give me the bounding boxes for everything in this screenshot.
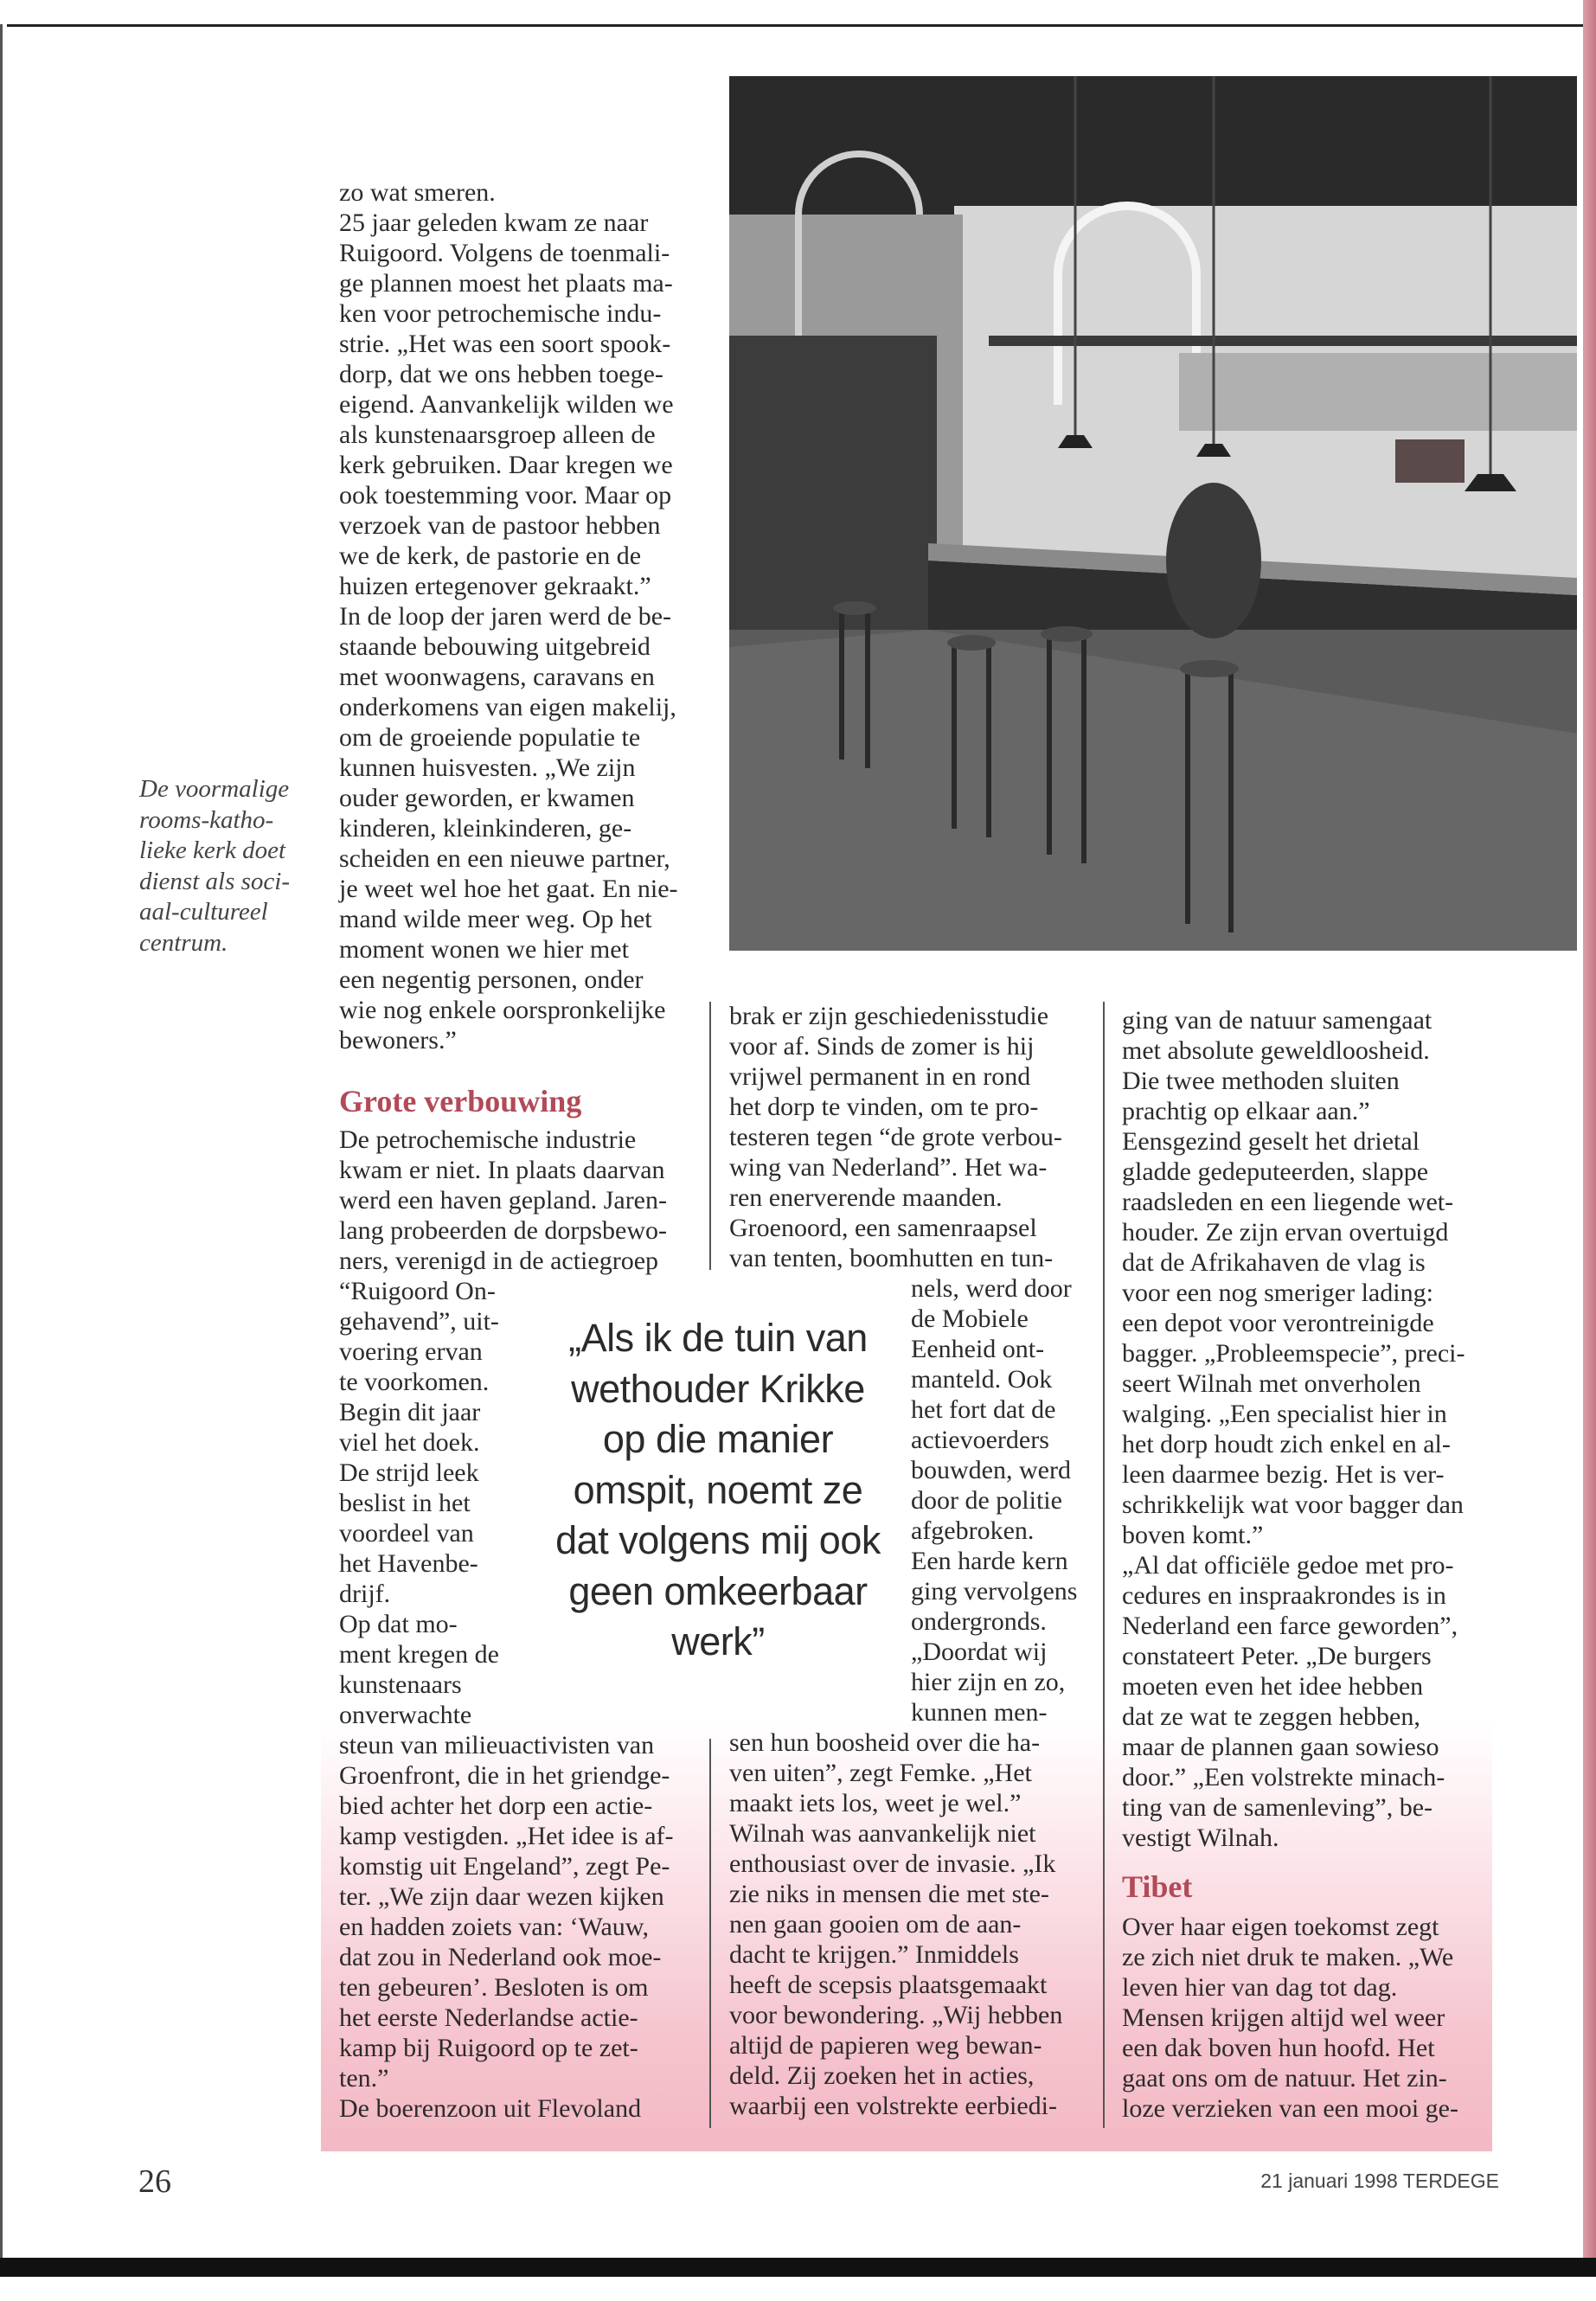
text-line: „Doordat wij — [911, 1638, 1048, 1666]
text-line: ting van de samenleving”, be- — [1122, 1793, 1433, 1822]
text-line: gaat ons om de natuur. Het zin- — [1122, 2064, 1447, 2093]
text-line: walging. „Een specialist hier in — [1122, 1400, 1447, 1428]
text-line: het fort dat de — [911, 1395, 1056, 1424]
text-line: een dak boven hun hoofd. Het — [1122, 2034, 1435, 2062]
text-line: altijd de papieren weg bewan- — [729, 2031, 1042, 2060]
subheading-grote-verbouwing: Grote verbouwing — [339, 1084, 582, 1118]
text-line: eigend. Aanvankelijk wilden we — [339, 390, 674, 419]
text-line: seert Wilnah met onverholen — [1122, 1369, 1421, 1398]
text-line: maakt iets los, weet je wel.” — [729, 1789, 1022, 1817]
column-2-wrap — [911, 1273, 1077, 1727]
text-line: door de politie — [911, 1486, 1062, 1515]
text-line: rooms-katho- — [139, 805, 274, 834]
text-line: het eerste Nederlandse actie- — [339, 2003, 638, 2032]
text-line: een depot voor verontreinigde — [1122, 1309, 1434, 1337]
text-line: Die twee methoden sluiten — [1122, 1067, 1400, 1095]
text-line: kamp bij Ruigoord op te zet- — [339, 2034, 638, 2062]
column-1-top — [339, 177, 678, 1055]
text-line: ter. „We zijn daar wezen kijken — [339, 1882, 664, 1911]
column-3-bottom — [1122, 1912, 1458, 2124]
text-line: werd een haven gepland. Jaren- — [339, 1186, 667, 1215]
text-line: lieke kerk doet — [139, 836, 286, 864]
text-line: kunnen men- — [911, 1698, 1048, 1727]
text-line: bewoners.” — [339, 1026, 457, 1054]
text-line: de Mobiele — [911, 1304, 1029, 1333]
text-line: voordeel van — [339, 1519, 474, 1548]
text-line: cedures en inspraakrondes is in — [1122, 1581, 1446, 1610]
column-3-top — [1122, 1005, 1465, 1853]
text-line: “Ruigoord On- — [339, 1277, 496, 1305]
text-line: bied achter het dorp een actie- — [339, 1791, 653, 1820]
text-line: geen omkeerbaar — [568, 1568, 868, 1613]
text-line: prachtig op elkaar aan.” — [1122, 1097, 1370, 1125]
text-line: staande bebouwing uitgebreid — [339, 632, 651, 661]
text-line: ondergronds. — [911, 1607, 1047, 1636]
text-line: om de groeiende populatie te — [339, 723, 641, 752]
left-scan-edge — [0, 24, 3, 2265]
text-line: onverwachte — [339, 1701, 472, 1729]
church-interior-photo — [729, 76, 1577, 951]
text-line: voor bewondering. „Wij hebben — [729, 2001, 1063, 2029]
text-line: afgebroken. — [911, 1516, 1035, 1545]
text-line: maar de plannen gaan sowieso — [1122, 1733, 1439, 1761]
text-line: Eensgezind geselt het drietal — [1122, 1127, 1420, 1156]
text-line: Wilnah was aanvankelijk niet — [729, 1819, 1036, 1848]
text-line: kunstenaars — [339, 1670, 462, 1699]
text-line: gladde gedeputeerden, slappe — [1122, 1157, 1429, 1186]
text-line: ging van de natuur samengaat — [1122, 1006, 1433, 1035]
text-line: houder. Ze zijn ervan overtuigd — [1122, 1218, 1449, 1247]
text-line: In de loop der jaren werd de be- — [339, 602, 671, 631]
text-line: brak er zijn geschiedenisstudie — [729, 1002, 1049, 1030]
text-line: voor af. Sinds de zomer is hij — [729, 1032, 1035, 1061]
text-line: ook toestemming voor. Maar op — [339, 481, 672, 510]
text-line: Nederland een farce geworden”, — [1122, 1612, 1458, 1640]
photo-caption — [139, 774, 290, 958]
text-line: het dorp houdt zich enkel en al- — [1122, 1430, 1451, 1458]
text-line: wing van Nederland”. Het wa- — [729, 1153, 1048, 1182]
text-line: deld. Zij zoeken het in acties, — [729, 2061, 1035, 2090]
text-line: scheiden en een nieuwe partner, — [339, 844, 670, 873]
text-line: schrikkelijk wat voor bagger dan — [1122, 1490, 1464, 1519]
text-line: ven uiten”, zegt Femke. „Het — [729, 1759, 1032, 1787]
text-line: ners, verenigd in de actiegroep — [339, 1247, 659, 1275]
text-line: Mensen krijgen altijd wel weer — [1122, 2003, 1445, 2032]
text-line: te voorkomen. — [339, 1368, 490, 1396]
text-line: leven hier van dag tot dag. — [1122, 1973, 1398, 2002]
text-line: het dorp te vinden, om te pro- — [729, 1093, 1039, 1121]
text-line: bouwden, werd — [911, 1456, 1071, 1484]
text-line: ten.” — [339, 2064, 389, 2093]
text-line: enthousiast over de invasie. „Ik — [729, 1849, 1056, 1878]
text-line: kerk gebruiken. Daar kregen we — [339, 451, 673, 479]
text-line: kunnen huisvesten. „We zijn — [339, 753, 636, 782]
text-line: De voormalige — [139, 775, 290, 803]
text-line: drijf. — [339, 1580, 391, 1608]
column-2-top — [729, 1001, 1062, 1273]
text-line: lang probeerden de dorpsbewo- — [339, 1216, 668, 1245]
text-line: Begin dit jaar — [339, 1398, 481, 1426]
text-line: door.” „Een volstrekte minach- — [1122, 1763, 1445, 1791]
right-scan-edge — [1583, 0, 1596, 2266]
text-line: De boerenzoon uit Flevoland — [339, 2094, 642, 2123]
text-line: nels, werd door — [911, 1274, 1072, 1303]
text-line: kamp vestigden. „Het idee is af- — [339, 1822, 674, 1850]
text-line: Ruigoord. Volgens de toenmali- — [339, 239, 670, 267]
subheading-tibet: Tibet — [1122, 1869, 1193, 1904]
top-rule — [7, 24, 1583, 27]
bottom-scan-bar — [0, 2258, 1596, 2277]
text-line: strie. „Het was een soort spook- — [339, 330, 671, 358]
text-line: raadsleden en een liegende wet- — [1122, 1188, 1454, 1216]
page-number: 26 — [138, 2163, 171, 2200]
text-line: Een harde kern — [911, 1547, 1068, 1575]
text-line: leen daarmee bezig. Het is ver- — [1122, 1460, 1445, 1489]
text-line: dat de Afrikahaven de vlag is — [1122, 1248, 1426, 1277]
text-line: kinderen, kleinkinderen, ge- — [339, 814, 632, 843]
text-line: De petrochemische industrie — [339, 1125, 637, 1154]
text-line: testeren tegen “de grote verbou- — [729, 1123, 1062, 1151]
text-line: met woonwagens, caravans en — [339, 663, 655, 691]
text-line: je weet wel hoe het gaat. En nie- — [339, 875, 678, 903]
text-line: Over haar eigen toekomst zegt — [1122, 1913, 1439, 1941]
text-line: aal-cultureel — [139, 898, 268, 926]
text-line: omspit, noemt ze — [573, 1467, 863, 1512]
text-line: wie nog enkele oorspronkelijke — [339, 996, 666, 1024]
text-line: het Havenbe- — [339, 1549, 478, 1578]
text-line: dienst als soci- — [139, 867, 290, 895]
text-line: „Als ik de tuin van — [568, 1316, 868, 1360]
text-line: mand wilde meer weg. Op het — [339, 905, 652, 933]
text-line: beslist in het — [339, 1489, 471, 1517]
text-line: verzoek van de pastoor hebben — [339, 511, 661, 540]
text-line: als kunstenaarsgroep alleen de — [339, 420, 656, 449]
text-line: Groenfront, die in het griendge- — [339, 1761, 670, 1790]
text-line: ment kregen de — [339, 1640, 499, 1669]
text-line: moment wonen we hier met — [339, 935, 629, 964]
text-line: dacht te krijgen.” Inmiddels — [729, 1940, 1019, 1969]
text-line: boven komt.” — [1122, 1521, 1264, 1549]
text-line: kwam er niet. In plaats daarvan — [339, 1156, 665, 1184]
text-line: centrum. — [139, 928, 228, 957]
text-line: hier zijn en zo, — [911, 1668, 1066, 1696]
text-line: en hadden zoiets van: ‘Wauw, — [339, 1913, 650, 1941]
text-line: Groenoord, een samenraapsel — [729, 1214, 1037, 1242]
text-line: sen hun boosheid over die ha- — [729, 1728, 1041, 1757]
text-line: nen gaan gooien om de aan- — [729, 1910, 1022, 1939]
text-line: viel het doek. — [339, 1428, 480, 1457]
text-line: ren enerverende maanden. — [729, 1183, 1003, 1212]
text-line: waarbij een volstrekte eerbiedi- — [729, 2092, 1057, 2120]
text-line: Op dat mo- — [339, 1610, 458, 1638]
text-line: heeft de scepsis plaatsgemaakt — [729, 1971, 1048, 1999]
text-line: zie niks in mensen die met ste- — [729, 1880, 1049, 1908]
text-line: we de kerk, de pastorie en de — [339, 542, 642, 570]
text-line: komstig uit Engeland”, zegt Pe- — [339, 1852, 670, 1881]
text-line: 25 jaar geleden kwam ze naar — [339, 208, 649, 237]
text-line: dat volgens mij ook — [555, 1518, 881, 1562]
text-line: huizen ertegenover gekraakt.” — [339, 572, 651, 600]
text-line: vrijwel permanent in en rond — [729, 1062, 1031, 1091]
text-line: onderkomens van eigen makelij, — [339, 693, 676, 721]
issue-dateline: 21 januari 1998 TERDEGE — [1260, 2170, 1499, 2192]
text-line: bagger. „Probleemspecie”, preci- — [1122, 1339, 1465, 1368]
text-line: actievoerders — [911, 1426, 1049, 1454]
text-line: dat zou in Nederland ook moe- — [339, 1943, 662, 1971]
text-line: „Al dat officiële gedoe met pro- — [1122, 1551, 1454, 1580]
text-line: ge plannen moest het plaats ma- — [339, 269, 673, 298]
text-line: ze zich niet druk te maken. „We — [1122, 1943, 1454, 1971]
text-line: vestigt Wilnah. — [1122, 1823, 1279, 1852]
text-line: ging vervolgens — [911, 1577, 1078, 1606]
text-line: voor een nog smeriger lading: — [1122, 1279, 1433, 1307]
text-line: een negentig personen, onder — [339, 965, 644, 994]
column-2-bottom — [729, 1727, 1062, 2121]
text-line: voering ervan — [339, 1337, 483, 1366]
pull-quote — [536, 1313, 900, 1668]
text-line: manteld. Ook — [911, 1365, 1053, 1394]
text-line: van tenten, boomhutten en tun- — [729, 1244, 1054, 1272]
text-line: ouder geworden, er kwamen — [339, 784, 635, 812]
text-line: wethouder Krikke — [571, 1366, 865, 1411]
text-line: op die manier — [602, 1417, 834, 1461]
text-line: steun van milieuactivisten van — [339, 1731, 655, 1759]
text-line: gehavend”, uit- — [339, 1307, 499, 1336]
column-divider — [1103, 1002, 1105, 2128]
text-line: met absolute geweldloosheid. — [1122, 1036, 1430, 1065]
column-divider — [709, 1002, 711, 1270]
text-line: zo wat smeren. — [339, 178, 496, 207]
text-line: loze verzieken van een mooi ge- — [1122, 2094, 1458, 2123]
text-line: Eenheid ont- — [911, 1335, 1045, 1363]
column-divider — [709, 1739, 711, 2128]
text-line: constateert Peter. „De burgers — [1122, 1642, 1432, 1670]
text-line: werk” — [671, 1619, 765, 1663]
text-line: dat ze wat te zeggen hebben, — [1122, 1702, 1420, 1731]
text-line: De strijd leek — [339, 1458, 479, 1487]
text-line: dorp, dat we ons hebben toege- — [339, 360, 663, 388]
text-line: ken voor petrochemische indu- — [339, 299, 662, 328]
text-line: ten gebeuren’. Besloten is om — [339, 1973, 649, 2002]
text-line: moeten even het idee hebben — [1122, 1672, 1424, 1701]
